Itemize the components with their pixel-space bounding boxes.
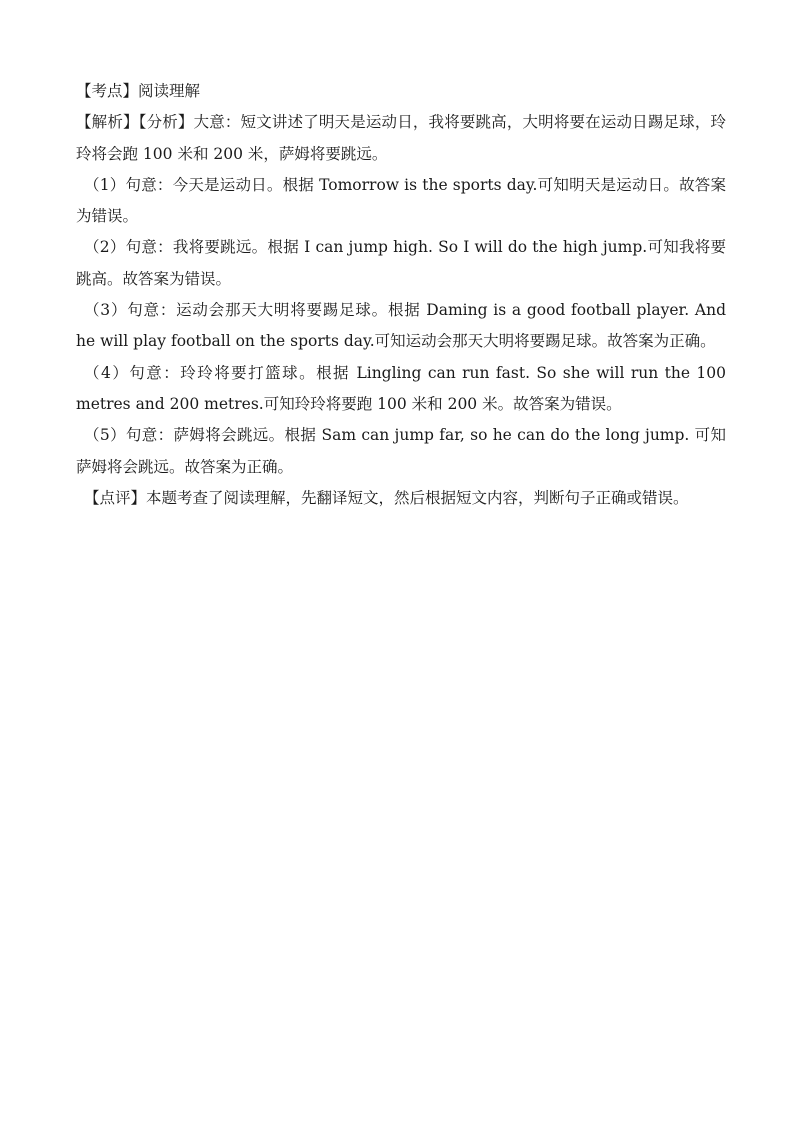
document-body: [76, 76, 726, 514]
answer-item-5: （5）句意：萨姆将会跳远。根据 Sam can jump far, so he can do the long jump. 可知萨姆将会跳远。故答案为正确。: [76, 426, 726, 476]
jiexi-paragraph: 【解析】【分析】大意：短文讲述了明天是运动日，我将要跳高，大明将要在运动日踢足球，玲玲将会跑 100 米和 200 米，萨姆将要跳远。: [76, 113, 726, 163]
answer-item-2: （2）句意：我将要跳远。根据 I can jump high. So I will do the high jump.可知我将要跳高。故答案为错误。: [76, 238, 726, 288]
kaodian-line: 【考点】阅读理解: [76, 82, 201, 100]
answer-item-1: （1）句意：今天是运动日。根据 Tomorrow is the sports day.可知明天是运动日。故答案为错误。: [76, 175, 726, 226]
answer-item-4: （4）句意：玲玲将要打篮球。根据 Lingling can run fast. So she will run the 100 metres and 200 metres.可知玲玲将要跑 100 米和 200 米。故答案为错误。: [76, 363, 726, 413]
dianping-line: 【点评】本题考查了阅读理解，先翻译短文，然后根据短文内容，判断句子正确或错误。: [84, 488, 689, 507]
answer-item-3: （3）句意：运动会那天大明将要踢足球。根据 Daming is a good football player. And he will play football on the sports day.可知运动会那天大明将要踢足球。故答案为正确。: [76, 301, 726, 351]
